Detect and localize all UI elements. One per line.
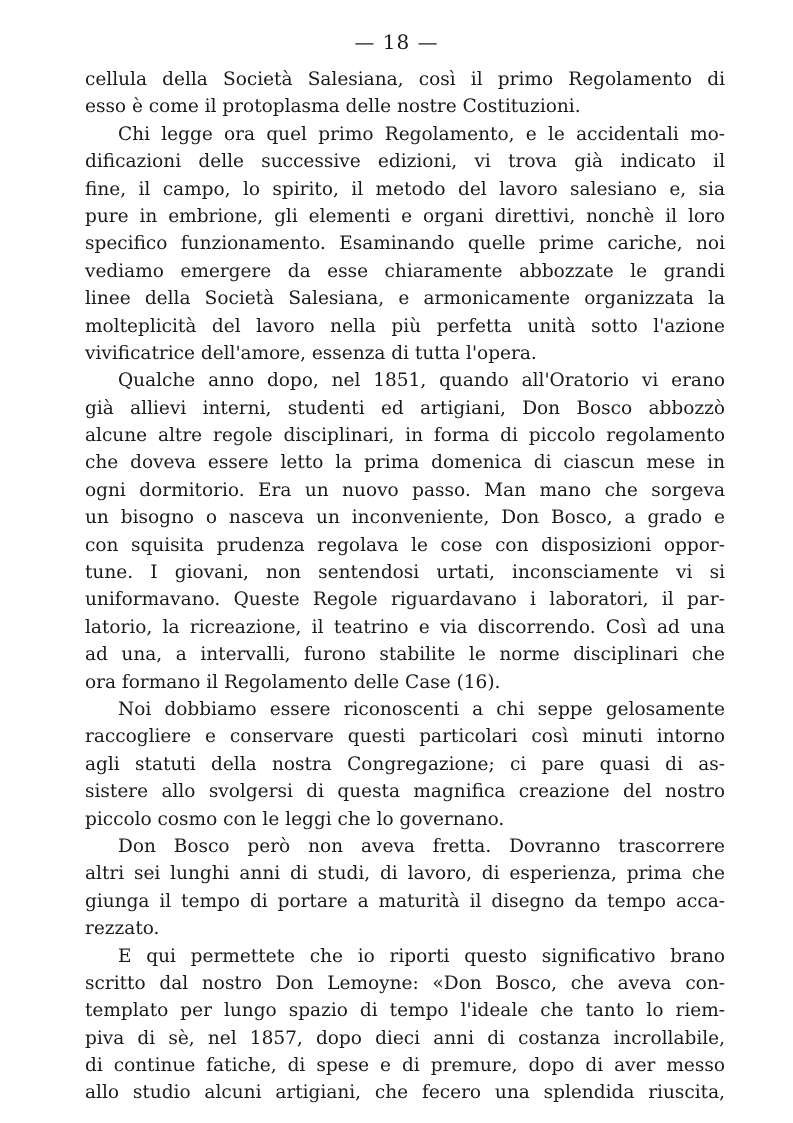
- text-line: con squisita prudenza regolava le cose con disposizioni oppor-: [85, 534, 725, 556]
- text-line: ogni dormitorio. Era un nuovo passo. Man mano che sorgeva: [85, 479, 725, 501]
- text-line: di continue fatiche, di spese e di premure, dopo di aver messo: [85, 1055, 725, 1077]
- text-line: Noi dobbiamo essere riconoscenti a chi seppe gelosamente: [118, 698, 725, 720]
- text-line: sistere allo svolgersi di questa magnifica creazione del nostro: [85, 781, 725, 803]
- text-line: uniformavano. Queste Regole riguardavano i laboratori, il par-: [85, 589, 725, 611]
- text-line: esso è come il protoplasma delle nostre Costituzioni.: [85, 96, 581, 118]
- text-line: specifico funzionamento. Esaminando quelle prime cariche, noi: [85, 233, 725, 255]
- text-line: agli statuti della nostra Congregazione; ci pare quasi di as-: [85, 753, 725, 775]
- text-line: vediamo emergere da esse chiaramente abbozzate le grandi: [85, 260, 725, 282]
- text-line: rezzato.: [85, 918, 160, 940]
- text-line: raccogliere e conservare questi particolari così minuti intorno: [85, 726, 725, 748]
- text-line: piccolo cosmo con le leggi che lo governano.: [85, 808, 505, 830]
- text-line: cellula della Società Salesiana, così il primo Regolamento di: [85, 69, 725, 90]
- text-line: tune. I giovani, non sentendosi urtati, inconsciamente vi si: [85, 562, 725, 584]
- text-line: Don Bosco però non aveva fretta. Dovranno trascorrere: [118, 835, 725, 857]
- page-number: — 18 —: [354, 30, 439, 54]
- body-text: [85, 66, 725, 1107]
- text-line: dificazioni delle successive edizioni, vi trova già indicato il: [85, 151, 725, 173]
- text-line: che doveva essere letto la prima domenica di ciascun mese in: [85, 452, 725, 474]
- text-line: alcune altre regole disciplinari, in forma di piccolo regolamento: [85, 425, 725, 447]
- text-line: un bisogno o nasceva un inconveniente, Don Bosco, a grado e: [85, 507, 725, 529]
- text-line: piva di sè, nel 1857, dopo dieci anni di costanza incrollabile,: [85, 1027, 725, 1049]
- text-line: Chi legge ora quel primo Regolamento, e le accidentali mo-: [118, 123, 725, 145]
- text-line: giunga il tempo di portare a maturità il disegno da tempo acca-: [85, 890, 725, 912]
- text-line: fine, il campo, lo spirito, il metodo del lavoro salesiano e, sia: [85, 178, 725, 200]
- text-line: pure in embrione, gli elementi e organi direttivi, nonchè il loro: [85, 205, 725, 227]
- text-line: già allievi interni, studenti ed artigiani, Don Bosco abbozzò: [85, 397, 725, 419]
- text-line: altri sei lunghi anni di studi, di lavoro, di esperienza, prima che: [85, 863, 725, 885]
- text-line: ad una, a intervalli, furono stabilite le norme disciplinari che: [85, 644, 725, 666]
- text-line: molteplicità del lavoro nella più perfetta unità sotto l'azione: [85, 315, 725, 337]
- text-line: Qualche anno dopo, nel 1851, quando all'Oratorio vi erano: [118, 370, 725, 392]
- text-line: templato per lungo spazio di tempo l'ideale che tanto lo riem-: [85, 1000, 725, 1022]
- text-line: linee della Società Salesiana, e armonicamente organizzata la: [85, 288, 725, 310]
- text-line: vivificatrice dell'amore, essenza di tutta l'opera.: [85, 342, 537, 364]
- text-line: ora formano il Regolamento delle Case (16).: [85, 671, 501, 693]
- text-line: scritto dal nostro Don Lemoyne: «Don Bosco, che aveva con-: [85, 972, 725, 994]
- text-line: E qui permettete che io riporti questo significativo brano: [118, 945, 725, 967]
- text-line: allo studio alcuni artigiani, che fecero una splendida riuscita,: [85, 1082, 725, 1104]
- text-line: latorio, la ricreazione, il teatrino e via discorrendo. Così ad una: [85, 616, 725, 638]
